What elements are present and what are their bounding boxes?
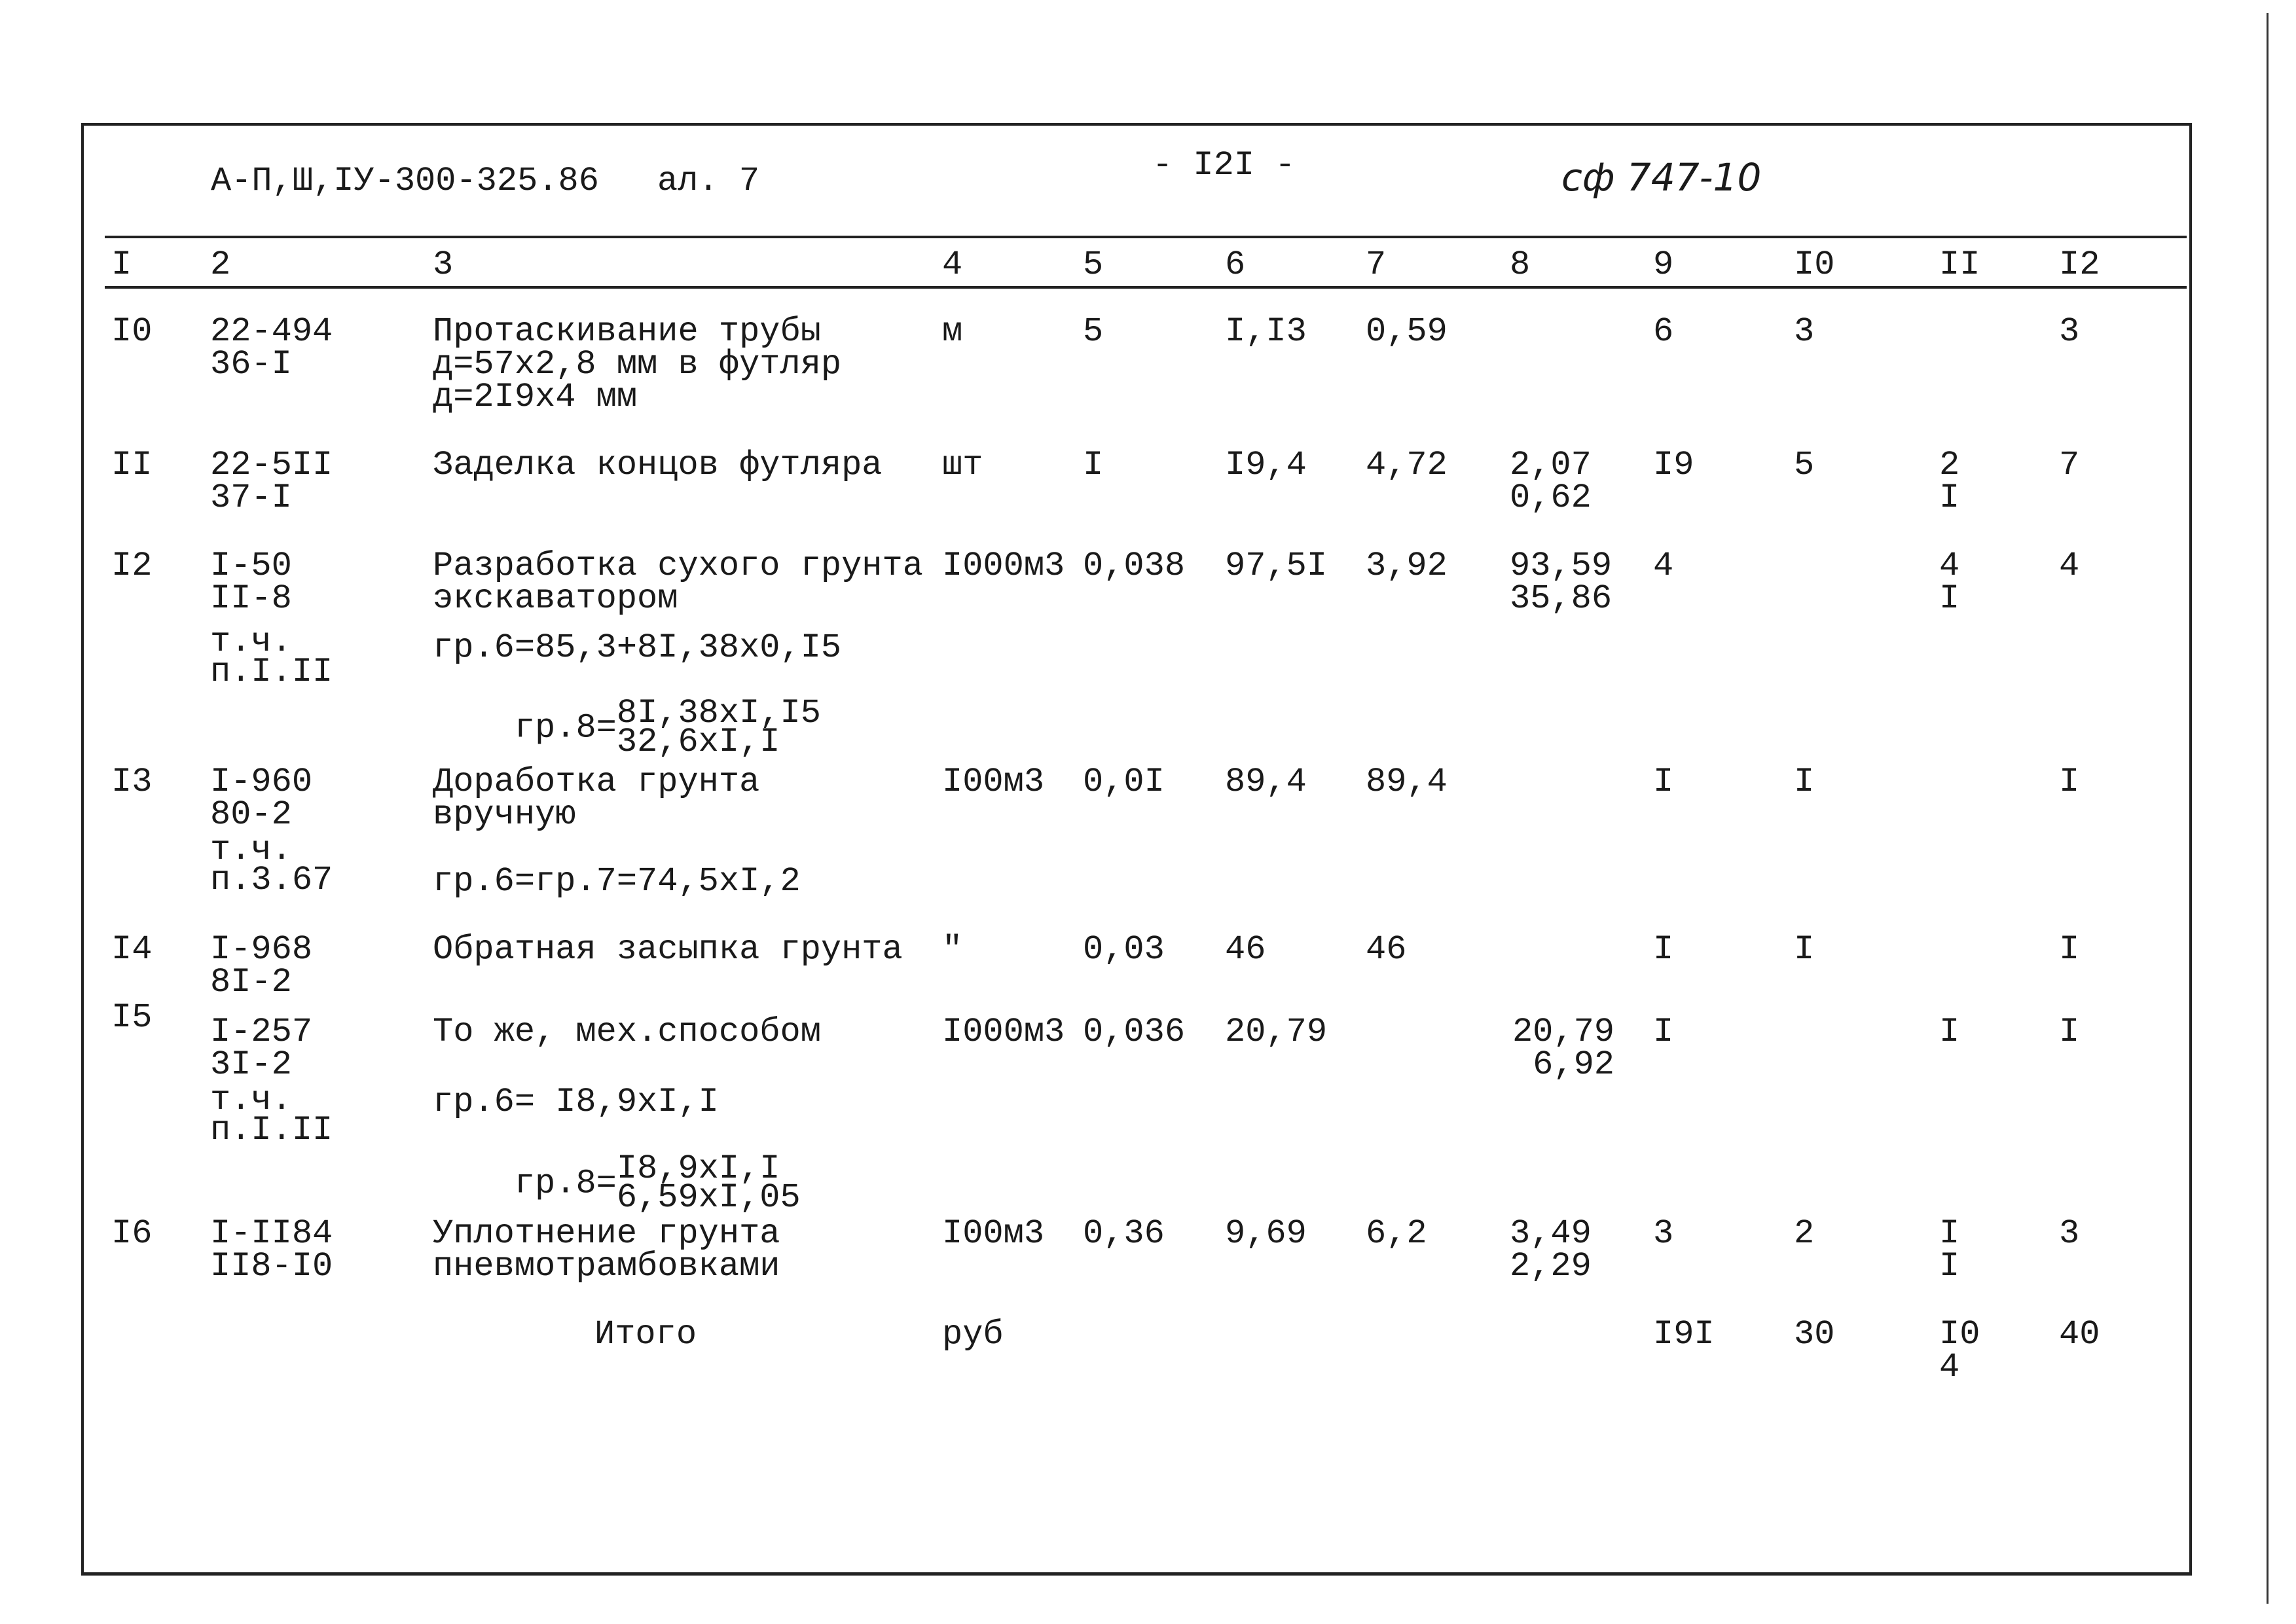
col12-value: 3 [2059,312,2080,351]
col6-value: I,I3 [1225,312,1307,351]
col6-value: 9,69 [1225,1214,1307,1253]
formula-numerator: I8,9хI,I [616,1149,780,1188]
col6-value: 97,5I [1225,547,1328,585]
col7-value: 0,59 [1366,312,1448,351]
formula: гр.6=гр.7=74,5хI,2 [433,862,801,901]
column-header: I2 [2059,245,2100,284]
col9-value: I [1653,930,1674,969]
column-header: I [111,245,132,284]
col10-value: 2 [1794,1214,1815,1253]
col12-value: 7 [2059,446,2080,484]
work-name: Доработка грунта вручную [433,763,760,834]
work-name: Заделка концов футляра [433,446,883,484]
col6-value: 89,4 [1225,763,1307,801]
unit: I000м3 [942,547,1065,585]
col9-value: 4 [1653,547,1674,585]
col11-value: I I [1939,1214,1960,1286]
column-header: 8 [1510,245,1531,284]
col7-value: 46 [1366,930,1407,969]
col9-value: 6 [1653,312,1674,351]
unit: м [942,312,963,351]
row-number: I3 [111,763,153,801]
col10-value: 3 [1794,312,1815,351]
norm-code: I-960 80-2 [210,763,313,834]
work-name: То же, мех.способом [433,1013,821,1051]
col7-value: 4,72 [1366,446,1448,484]
col9-value: I9 [1653,446,1694,484]
page-number: - I2I - [1152,146,1296,185]
unit: I000м3 [942,1013,1065,1051]
formula-denominator: 32,6хI,I [616,723,780,761]
column-header: 7 [1366,245,1387,284]
row-number: I5 [111,998,153,1037]
unit: I00м3 [942,763,1045,801]
row-number: I4 [111,930,153,969]
norm-code: I-257 3I-2 [210,1013,313,1084]
technical-note: т.ч. п.3.67 [210,831,333,899]
column-header: 4 [942,245,963,284]
column-header: 5 [1083,245,1104,284]
row-number: I2 [111,547,153,585]
col12-value: I [2059,1013,2080,1051]
col6-value: 46 [1225,930,1266,969]
quantity: 5 [1083,312,1104,351]
page-edge-line [2267,13,2269,1604]
col6-value: I9,4 [1225,446,1307,484]
unit: " [942,930,963,969]
formula-denominator: 6,59хI,05 [616,1178,801,1217]
total-col12: 40 [2059,1315,2100,1354]
row-number: I6 [111,1214,153,1253]
column-header: II [1939,245,1980,284]
unit: I00м3 [942,1214,1045,1253]
col9-value: 3 [1653,1214,1674,1253]
quantity: 0,36 [1083,1214,1165,1253]
technical-note: т.ч. п.I.II [210,1081,333,1149]
total-unit: руб [942,1315,1004,1354]
col7-value: 3,92 [1366,547,1448,585]
total-col11: I0 4 [1939,1315,1980,1386]
sheet-number: ал. 7 [657,162,760,200]
quantity: 0,038 [1083,547,1186,585]
total-label: Итого [594,1315,697,1354]
unit: шт [942,446,983,484]
col7-value: 89,4 [1366,763,1448,801]
work-name: Протаскивание трубы д=57х2,8 мм в футляр д=2I9х4 мм [433,312,842,416]
handwritten-stamp: сф 747-10 [1561,155,1762,200]
col9-value: I [1653,763,1674,801]
column-header: 2 [210,245,231,284]
col7-value: 6,2 [1366,1214,1427,1253]
formula: гр.6= I8,9хI,I [433,1083,719,1121]
quantity: 0,036 [1083,1013,1186,1051]
col12-value: I [2059,930,2080,969]
quantity: 0,0I [1083,763,1165,801]
total-col10: 30 [1794,1315,1835,1354]
row-number: I0 [111,312,153,351]
header-divider-bottom [105,286,2187,289]
norm-code: I-II84 II8-I0 [210,1214,333,1286]
total-col9: I9I [1653,1315,1715,1354]
document-code: А-П,Ш,IУ-300-325.86 [211,162,599,200]
col12-value: 3 [2059,1214,2080,1253]
quantity: 0,03 [1083,930,1165,969]
table-frame [81,123,2192,1576]
formula-label: гр.8= [514,708,617,748]
norm-code: 22-5II 37-I [210,446,333,517]
col8-value: 3,49 2,29 [1510,1214,1592,1286]
col12-value: 4 [2059,547,2080,585]
quantity: I [1083,446,1104,484]
col8-value: 20,79 6,92 [1512,1013,1614,1084]
formula: гр.6=85,3+8I,38х0,I5 [433,628,842,667]
row-number: II [111,446,153,484]
norm-code: 22-494 36-I [210,312,333,384]
header-divider-top [105,236,2187,238]
col11-value: 2 I [1939,446,1960,517]
col10-value: I [1794,930,1815,969]
col11-value: I [1939,1013,1960,1051]
col10-value: I [1794,763,1815,801]
column-header: 3 [433,245,454,284]
col8-value: 93,59 35,86 [1510,547,1613,618]
col12-value: I [2059,763,2080,801]
work-name: Уплотнение грунта пневмотрамбовками [433,1214,780,1286]
column-header: I0 [1794,245,1835,284]
technical-note: т.ч. п.I.II [210,623,333,691]
col11-value: 4 I [1939,547,1960,618]
col8-value: 2,07 0,62 [1510,446,1592,517]
col10-value: 5 [1794,446,1815,484]
work-name: Разработка сухого грунта экскаватором [433,547,923,618]
col9-value: I [1653,1013,1674,1051]
formula-numerator: 8I,38хI,I5 [616,694,821,732]
column-header: 6 [1225,245,1246,284]
column-header: 9 [1653,245,1674,284]
work-name: Обратная засыпка грунта [433,930,903,969]
col6-value: 20,79 [1225,1013,1328,1051]
norm-code: I-50 II-8 [210,547,292,618]
formula-label: гр.8= [514,1164,617,1203]
norm-code: I-968 8I-2 [210,930,313,1001]
